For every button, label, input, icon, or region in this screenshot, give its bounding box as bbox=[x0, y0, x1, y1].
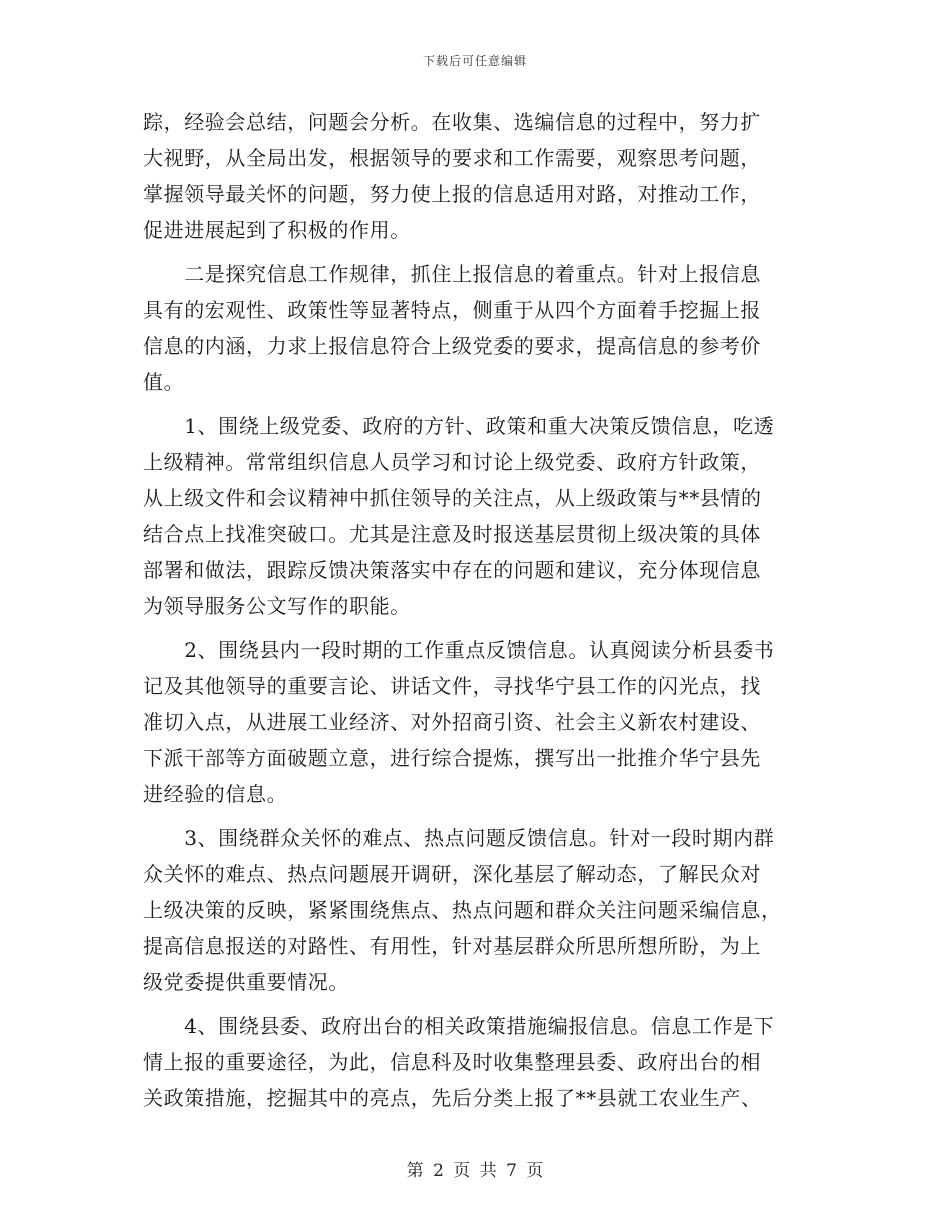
text-line: 关政策措施，挖掘其中的亮点，先后分类上报了**县就工农业生产、 bbox=[143, 1086, 762, 1110]
text-line: 提高信息报送的对路性、有用性，针对基层群众所思所想所盼，为上 bbox=[143, 934, 761, 958]
document-body bbox=[143, 104, 807, 1124]
text-line: 上级精神。常常组织信息人员学习和讨论上级党委、政府方针政策， bbox=[143, 450, 761, 474]
text-line: 信息的内涵，力求上报信息符合上级党委的要求，提高信息的参考价 bbox=[143, 334, 761, 358]
text-line: 掌握领导最关怀的问题，努力使上报的信息适用对路，对推动工作， bbox=[143, 182, 761, 206]
text-line: 促进进展起到了积极的作用。 bbox=[143, 218, 411, 242]
page-footer: 第 2 页 共 7 页 bbox=[406, 1161, 544, 1181]
page-header: 下载后可任意编辑 bbox=[422, 54, 527, 68]
text-line: 大视野，从全局出发，根据领导的要求和工作需要，观察思考问题， bbox=[143, 146, 761, 170]
text-line: 值。 bbox=[143, 370, 185, 394]
text-line: 记及其他领导的重要言论、讲话文件，寻找华宁县工作的闪光点，找 bbox=[143, 674, 761, 698]
text-line: 从上级文件和会议精神中抓住领导的关注点，从上级政策与**县情的 bbox=[143, 486, 762, 510]
text-line: 下派干部等方面破题立意，进行综合提炼，撰写出一批推介华宁县先 bbox=[143, 746, 761, 770]
paragraph bbox=[143, 408, 807, 624]
text-line: 二是探究信息工作规律，抓住上报信息的着重点。针对上报信息 bbox=[143, 262, 761, 286]
text-line: 上级决策的反映，紧紧围绕焦点、热点问题和群众关注问题采编信息， bbox=[143, 898, 782, 922]
text-line: 3、围绕群众关怀的难点、热点问题反馈信息。针对一段时期内群 bbox=[143, 826, 775, 850]
paragraph bbox=[143, 256, 807, 400]
text-line: 进经验的信息。 bbox=[143, 782, 288, 806]
text-line: 结合点上找准突破口。尤其是注意及时报送基层贯彻上级决策的具体 bbox=[143, 522, 761, 546]
paragraph bbox=[143, 820, 807, 1000]
text-line: 踪，经验会总结，问题会分析。在收集、选编信息的过程中，努力扩 bbox=[143, 110, 761, 134]
paragraph bbox=[143, 632, 807, 812]
text-line: 2、围绕县内一段时期的工作重点反馈信息。认真阅读分析县委书 bbox=[143, 638, 775, 662]
text-line: 1、围绕上级党委、政府的方针、政策和重大决策反馈信息，吃透 bbox=[143, 414, 775, 438]
text-line: 级党委提供重要情况。 bbox=[143, 970, 349, 994]
text-line: 4、围绕县委、政府出台的相关政策措施编报信息。信息工作是下 bbox=[143, 1014, 775, 1038]
text-line: 众关怀的难点、热点问题展开调研，深化基层了解动态，了解民众对 bbox=[143, 862, 761, 886]
text-line: 具有的宏观性、政策性等显著特点，侧重于从四个方面着手挖掘上报 bbox=[143, 298, 761, 322]
text-line: 情上报的重要途径，为此，信息科及时收集整理县委、政府出台的相 bbox=[143, 1050, 761, 1074]
text-line: 为领导服务公文写作的职能。 bbox=[143, 594, 411, 618]
text-line: 准切入点，从进展工业经济、对外招商引资、社会主义新农村建设、 bbox=[143, 710, 761, 734]
paragraph bbox=[143, 104, 807, 248]
text-line: 部署和做法，跟踪反馈决策落实中存在的问题和建议，充分体现信息 bbox=[143, 558, 761, 582]
paragraph bbox=[143, 1008, 807, 1116]
